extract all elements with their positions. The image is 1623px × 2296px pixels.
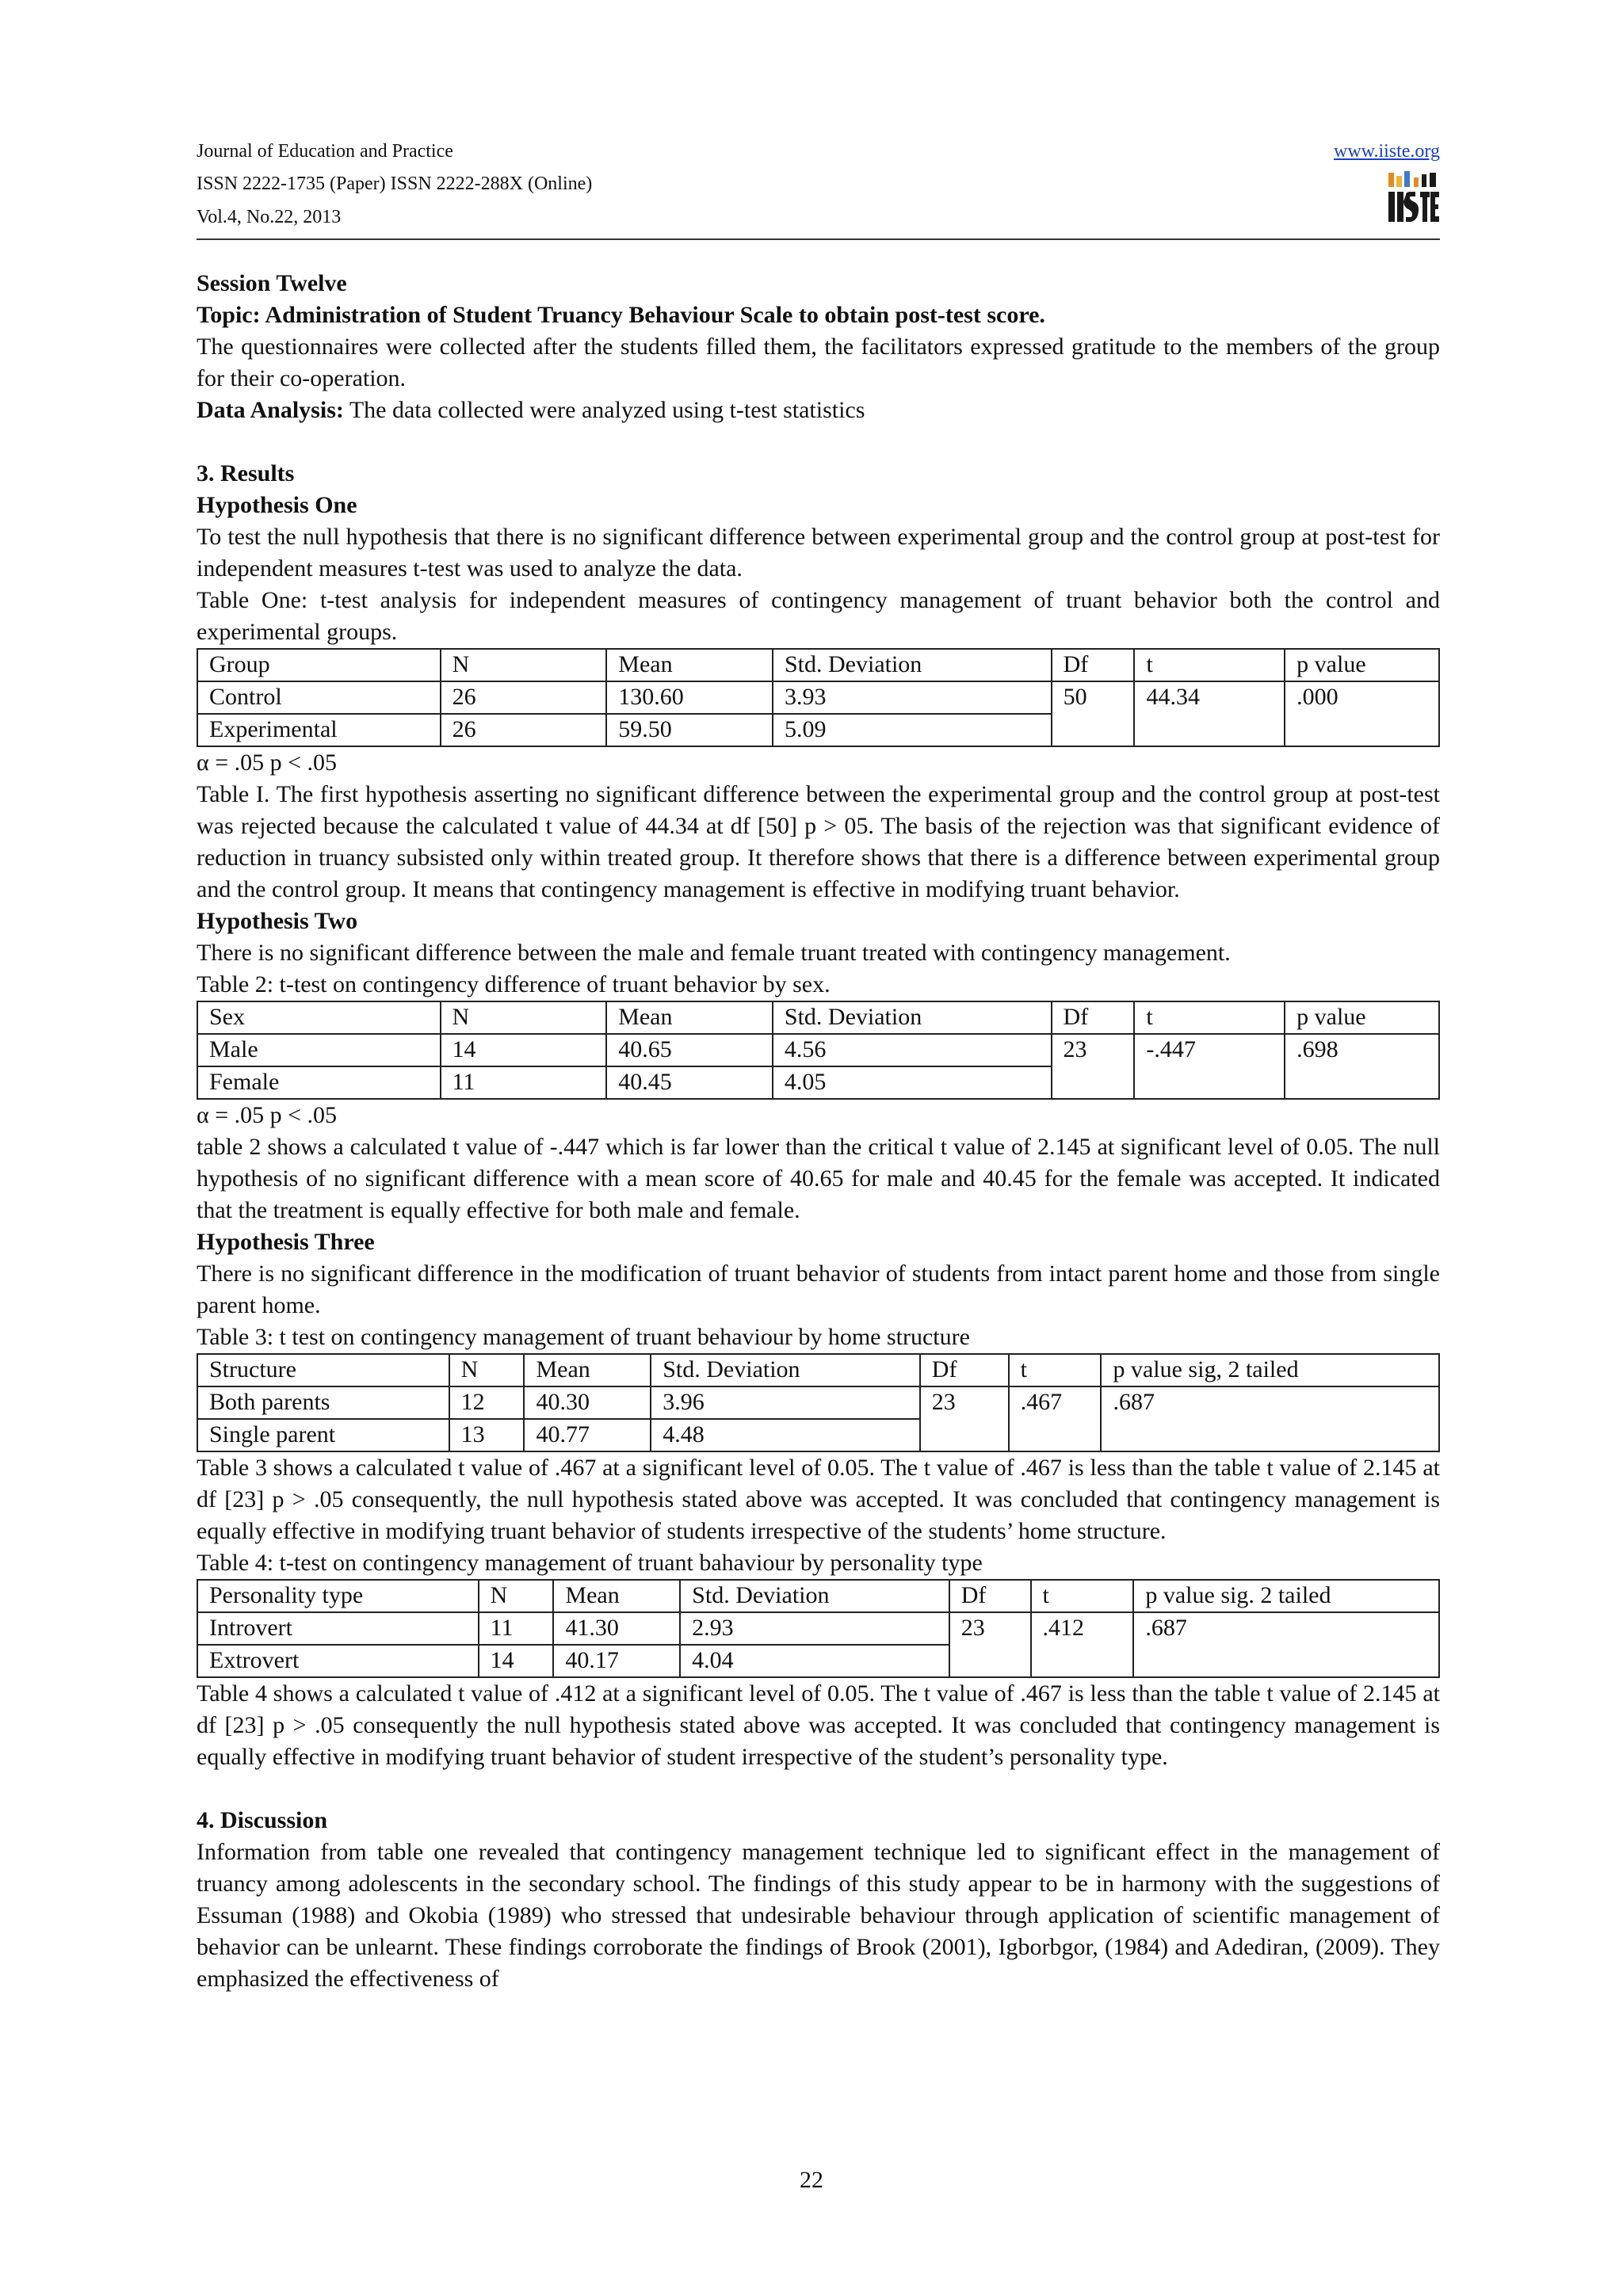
table-cell: 3.93: [773, 681, 1052, 714]
table-cell: 4.05: [773, 1066, 1052, 1099]
table-four-header-row: [197, 1580, 1439, 1612]
table-cell: 5.09: [773, 714, 1052, 746]
article-body: [197, 268, 1440, 1995]
table-header-cell: t: [1009, 1354, 1102, 1386]
table-two: [197, 1001, 1440, 1100]
table-cell: Extrovert: [197, 1645, 479, 1677]
header-rule: [197, 238, 1440, 240]
table-one-caption: Table One: t-test analysis for independent measures of contingency management of truant behavior both the control and experimental groups.: [197, 587, 1440, 645]
session-topic: Topic: Administration of Student Truancy Behaviour Scale to obtain post-test score.: [197, 302, 1045, 328]
table-two-significance-note: α = .05 p < .05: [197, 1102, 338, 1128]
table-header-cell: Df: [949, 1580, 1031, 1612]
session-paragraph: The questionnaires were collected after the students filled them, the facilitators expressed gratitude to the members of the group for their co-operation.: [197, 334, 1440, 391]
table-cell: 4.04: [680, 1645, 949, 1677]
table-cell: 40.65: [606, 1034, 773, 1066]
table-two-header-row: [197, 1001, 1439, 1034]
table-cell: Experimental: [197, 714, 441, 746]
table-cell: 11: [441, 1066, 607, 1099]
table-header-cell: p value sig. 2 tailed: [1133, 1580, 1439, 1612]
table-one-discussion: Table I. The first hypothesis asserting no significant difference between the experimental group and the control group at post-test was rejected because the calculated t value of 44.34 at df [50] p > 05. The basis of the rejection was that significant evidence of reduction in truancy subsisted only within treated group. It therefore shows that there is a difference between experimental group and the control group. It means that contingency management is effective in modifying truant behavior.: [197, 781, 1440, 902]
table-cell: 3.96: [651, 1386, 920, 1419]
table-row: [197, 1034, 1439, 1066]
table-header-cell: p value: [1285, 1001, 1439, 1034]
hypothesis-three-title: Hypothesis Three: [197, 1229, 375, 1255]
table-header-cell: t: [1134, 649, 1285, 681]
volume-line: Vol.4, No.22, 2013: [197, 207, 342, 227]
data-analysis-paragraph: [197, 395, 1440, 426]
table-cell-df: 23: [920, 1386, 1009, 1451]
hypothesis-one-paragraph: To test the null hypothesis that there is no significant difference between experimental group and the control group at post-test for independent measures t-test was used to analyze the data.: [197, 524, 1440, 582]
journal-url-link[interactable]: www.iiste.org: [1334, 141, 1440, 162]
hypothesis-three-paragraph: There is no significant difference in the modification of truant behavior of students from intact parent home and those from single parent home.: [197, 1261, 1440, 1318]
table-row: [197, 1612, 1439, 1645]
table-cell-t: 44.34: [1134, 681, 1285, 746]
table-row: [197, 681, 1439, 714]
table-two-discussion: table 2 shows a calculated t value of -.447 which is far lower than the critical t value of 2.145 at significant level of 0.05. The null hypothesis of no significant difference with a mean score of 40.65 for male and 40.45 for the female was accepted. It indicated that the treatment is equally effective for both male and female.: [197, 1134, 1440, 1223]
table-cell: 4.48: [651, 1419, 920, 1451]
hypothesis-two-title: Hypothesis Two: [197, 908, 358, 934]
table-cell: 40.30: [524, 1386, 651, 1419]
table-header-cell: N: [441, 1001, 607, 1034]
page-number: 22: [800, 2167, 823, 2193]
table-header-cell: Std. Deviation: [680, 1580, 949, 1612]
table-cell: Male: [197, 1034, 441, 1066]
results-heading: 3. Results: [197, 460, 295, 486]
table-cell-p: .687: [1101, 1386, 1439, 1451]
table-cell: 26: [441, 681, 607, 714]
table-header-cell: Df: [1052, 1001, 1135, 1034]
table-header-cell: Structure: [197, 1354, 449, 1386]
table-cell-t: .412: [1031, 1612, 1134, 1677]
table-cell-df: 50: [1052, 681, 1135, 746]
table-cell: 130.60: [606, 681, 773, 714]
table-header-cell: Mean: [606, 649, 773, 681]
table-header-cell: p value sig, 2 tailed: [1101, 1354, 1439, 1386]
table-header-cell: Std. Deviation: [773, 649, 1052, 681]
table-cell-df: 23: [1052, 1034, 1135, 1099]
table-three-caption: Table 3: t test on contingency management of truant behaviour by home structure: [197, 1324, 970, 1350]
hypothesis-two-paragraph: There is no significant difference between the male and female truant treated with contingency management.: [197, 940, 1231, 966]
table-cell-p: .698: [1285, 1034, 1439, 1099]
issn-line: ISSN 2222-1735 (Paper) ISSN 2222-288X (Online): [197, 174, 593, 194]
table-row: [197, 1386, 1439, 1419]
table-four: [197, 1579, 1440, 1678]
table-cell: 41.30: [553, 1612, 680, 1645]
table-cell: Both parents: [197, 1386, 449, 1419]
table-one: [197, 648, 1440, 747]
table-cell: Female: [197, 1066, 441, 1099]
table-one-header-row: [197, 649, 1439, 681]
table-three-discussion: Table 3 shows a calculated t value of .467 at a significant level of 0.05. The t value of .467 is less than the table t value of 2.145 at df [23] p > .05 consequently, the null hypothesis stated above was accepted. It was concluded that contingency management is equally effective in modifying truant behavior of students irrespective of the students’ home structure.: [197, 1455, 1440, 1544]
table-header-cell: t: [1134, 1001, 1285, 1034]
table-header-cell: Std. Deviation: [651, 1354, 920, 1386]
discussion-heading: 4. Discussion: [197, 1807, 328, 1833]
table-cell-t: .467: [1009, 1386, 1102, 1451]
table-cell: Introvert: [197, 1612, 479, 1645]
table-cell: 14: [441, 1034, 607, 1066]
table-header-cell: Group: [197, 649, 441, 681]
table-cell: 13: [449, 1419, 525, 1451]
table-two-caption: Table 2: t-test on contingency difference of truant behavior by sex.: [197, 971, 831, 997]
table-cell: 2.93: [680, 1612, 949, 1645]
table-cell-df: 23: [949, 1612, 1031, 1677]
table-cell: 12: [449, 1386, 525, 1419]
table-header-cell: N: [449, 1354, 525, 1386]
table-header-cell: Mean: [606, 1001, 773, 1034]
table-cell: 4.56: [773, 1034, 1052, 1066]
table-header-cell: Sex: [197, 1001, 441, 1034]
iiste-logo: [1385, 170, 1441, 225]
data-analysis-text: The data collected were analyzed using t-test statistics: [343, 397, 865, 423]
table-header-cell: p value: [1285, 649, 1439, 681]
table-three: [197, 1353, 1440, 1452]
table-header-cell: N: [441, 649, 607, 681]
table-three-header-row: [197, 1354, 1439, 1386]
table-cell: 40.45: [606, 1066, 773, 1099]
table-cell: 40.77: [524, 1419, 651, 1451]
table-cell: 40.17: [553, 1645, 680, 1677]
table-header-cell: Df: [920, 1354, 1009, 1386]
table-cell: Single parent: [197, 1419, 449, 1451]
table-cell-p: .000: [1285, 681, 1439, 746]
table-four-discussion: Table 4 shows a calculated t value of .412 at a significant level of 0.05. The t value of .467 is less than the table t value of 2.145 at df [23] p > .05 consequently the null hypothesis stated above was accepted. It was concluded that contingency management is equally effective in modifying truant behavior of student irrespective of the student’s personality type.: [197, 1680, 1440, 1770]
table-four-caption: Table 4: t-test on contingency management of truant bahaviour by personality type: [197, 1550, 983, 1576]
table-cell-t: -.447: [1134, 1034, 1285, 1099]
table-cell: Control: [197, 681, 441, 714]
table-cell: 26: [441, 714, 607, 746]
session-title: Session Twelve: [197, 270, 347, 296]
table-header-cell: Std. Deviation: [773, 1001, 1052, 1034]
data-analysis-label: Data Analysis:: [197, 397, 344, 423]
table-cell: 14: [479, 1645, 554, 1677]
table-header-cell: Df: [1052, 649, 1135, 681]
table-header-cell: Mean: [553, 1580, 680, 1612]
table-cell: 59.50: [606, 714, 773, 746]
table-one-significance-note: α = .05 p < .05: [197, 749, 338, 776]
table-cell: 11: [479, 1612, 554, 1645]
table-header-cell: Personality type: [197, 1580, 479, 1612]
table-cell-p: .687: [1133, 1612, 1439, 1677]
table-header-cell: Mean: [524, 1354, 651, 1386]
hypothesis-one-title: Hypothesis One: [197, 492, 357, 518]
table-header-cell: t: [1031, 1580, 1134, 1612]
journal-name: Journal of Education and Practice: [197, 141, 453, 162]
discussion-paragraph: Information from table one revealed that contingency management technique led to significant effect in the management of truancy among adolescents in the secondary school. The findings of this study appear to be in harmony with the suggestions of Essuman (1988) and Okobia (1989) who stressed that undesirable behaviour through application of scientific management of behavior can be unlearnt. These findings corroborate the findings of Brook (2001), Igborbgor, (1984) and Adediran, (2009). They emphasized the effectiveness of: [197, 1839, 1440, 1992]
table-header-cell: N: [479, 1580, 554, 1612]
